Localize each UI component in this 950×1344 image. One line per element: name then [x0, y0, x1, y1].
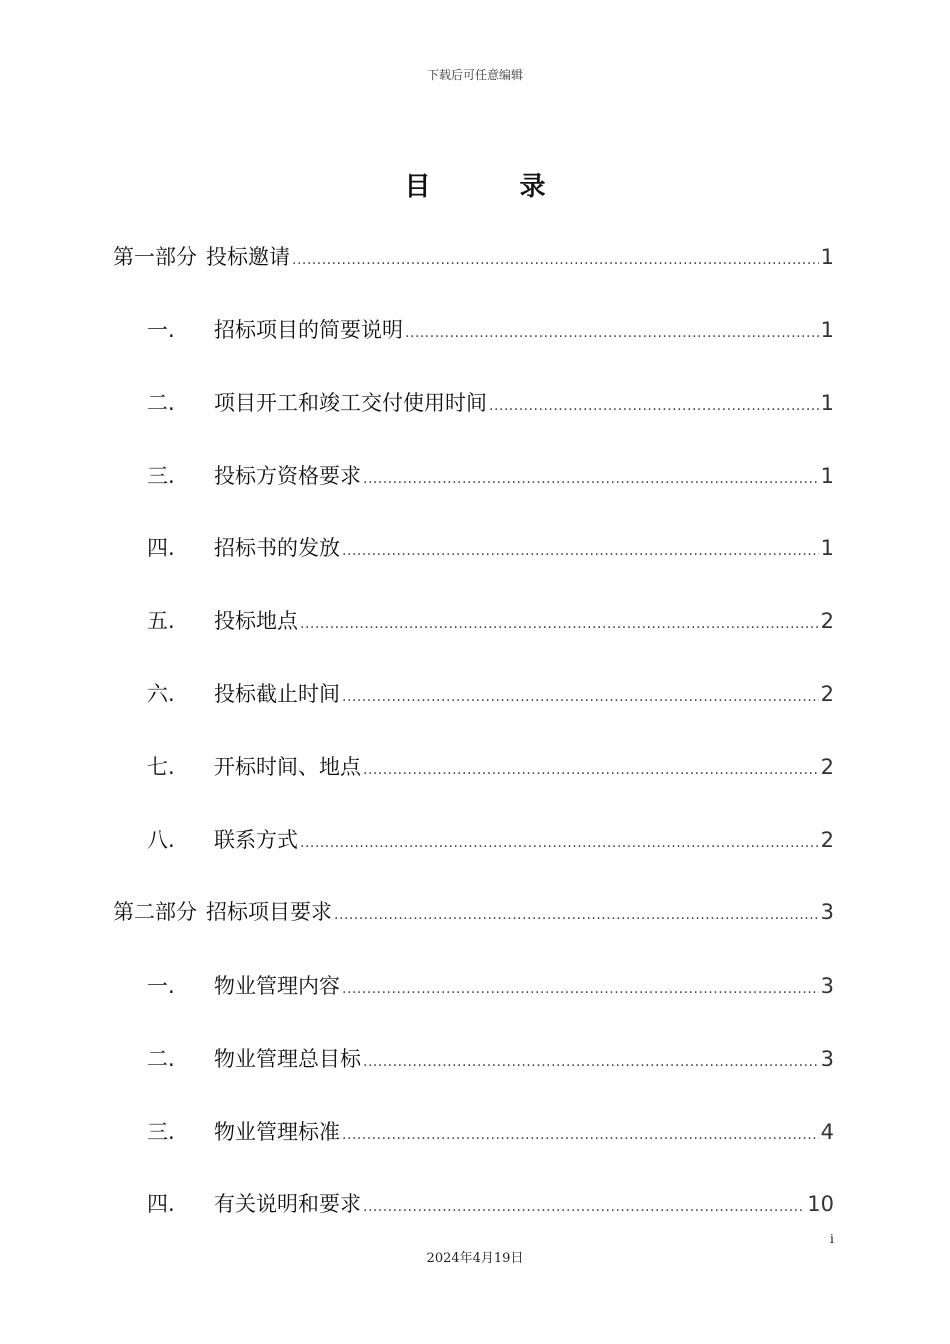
toc-page: 10 — [807, 1192, 834, 1216]
toc-entry[interactable] — [147, 1046, 834, 1075]
toc-label: 投标地点 — [214, 609, 298, 633]
toc-leader-dots — [342, 976, 819, 1002]
page-header: 下载后可任意编辑 — [426, 68, 523, 82]
toc-leader-dots — [363, 757, 819, 783]
page-number: i — [830, 1232, 834, 1246]
toc-entry[interactable] — [147, 535, 834, 564]
toc-leader-dots — [300, 830, 819, 856]
toc-number: 一. — [147, 974, 175, 998]
toc-leader-dots — [363, 1194, 805, 1220]
toc-leader-dots — [342, 684, 819, 710]
toc-entry[interactable] — [147, 681, 834, 710]
toc-leader-dots — [489, 393, 819, 419]
toc-number: 二. — [147, 391, 175, 415]
toc-leader-dots — [342, 1122, 819, 1148]
toc-leader-dots — [342, 538, 819, 564]
toc-number: 六. — [147, 682, 175, 706]
toc-leader-dots — [334, 902, 819, 928]
toc-entry-part[interactable] — [113, 244, 834, 273]
toc-entry[interactable] — [147, 827, 834, 856]
toc-page: 3 — [820, 900, 834, 924]
toc-entry-part[interactable] — [113, 899, 834, 928]
toc-page: 3 — [820, 1047, 834, 1071]
toc-number: 三. — [147, 1120, 175, 1144]
toc-entry[interactable] — [147, 1191, 834, 1220]
toc-entry[interactable] — [147, 317, 834, 346]
toc-entry[interactable] — [147, 1119, 834, 1148]
toc-page: 2 — [820, 682, 834, 706]
toc-leader-dots — [300, 611, 819, 637]
page-footer-date: 2024年4月19日 — [426, 1251, 524, 1266]
toc-page: 1 — [820, 391, 834, 415]
toc-number: 第二部分 — [113, 900, 197, 924]
toc-number: 第一部分 — [113, 245, 197, 269]
toc-leader-dots — [363, 466, 819, 492]
toc-number: 四. — [147, 536, 175, 560]
toc-page: 1 — [820, 464, 834, 488]
toc-leader-dots — [363, 1049, 819, 1075]
toc-label: 联系方式 — [214, 828, 298, 852]
toc-page: 1 — [820, 245, 834, 269]
toc-label: 开标时间、地点 — [214, 755, 361, 779]
toc-entry[interactable] — [147, 390, 834, 419]
toc-label: 投标邀请 — [206, 245, 290, 269]
toc-page: 3 — [820, 974, 834, 998]
toc-page: 2 — [820, 609, 834, 633]
toc-page: 4 — [820, 1120, 834, 1144]
toc-entry[interactable] — [147, 754, 834, 783]
toc-number: 四. — [147, 1192, 175, 1216]
toc-label: 投标方资格要求 — [214, 464, 361, 488]
toc-entry[interactable] — [147, 973, 834, 1002]
toc-label: 招标书的发放 — [214, 536, 340, 560]
toc-label: 物业管理标准 — [214, 1120, 340, 1144]
toc-label: 有关说明和要求 — [214, 1192, 361, 1216]
toc-label: 物业管理总目标 — [214, 1047, 361, 1071]
toc-number: 七. — [147, 755, 175, 779]
toc-label: 物业管理内容 — [214, 974, 340, 998]
toc-number: 二. — [147, 1047, 175, 1071]
toc-entry[interactable] — [147, 463, 834, 492]
toc-page: 1 — [820, 318, 834, 342]
toc-label: 项目开工和竣工交付使用时间 — [214, 391, 487, 415]
toc-number: 八. — [147, 828, 175, 852]
toc-number: 三. — [147, 464, 175, 488]
toc-leader-dots — [405, 320, 819, 346]
toc-title: 目 录 — [404, 172, 586, 202]
toc-label: 投标截止时间 — [214, 682, 340, 706]
toc-label: 招标项目的简要说明 — [214, 318, 403, 342]
toc-page: 2 — [820, 828, 834, 852]
toc-number: 五. — [147, 609, 175, 633]
toc-label: 招标项目要求 — [206, 900, 332, 924]
toc-number: 一. — [147, 318, 175, 342]
toc-page: 2 — [820, 755, 834, 779]
toc-page: 1 — [820, 536, 834, 560]
toc-leader-dots — [292, 247, 819, 273]
toc-entry[interactable] — [147, 608, 834, 637]
